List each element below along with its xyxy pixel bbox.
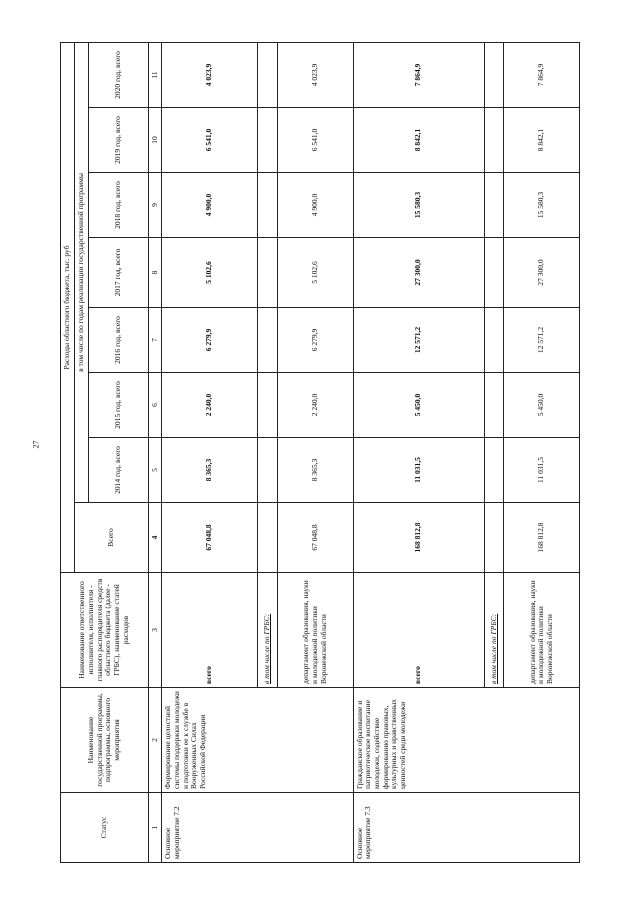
value-2017: 5 102,6 (278, 237, 354, 307)
col-number: 10 (148, 107, 162, 172)
value-total: 67 048,8 (162, 502, 258, 572)
col-number: 11 (148, 42, 162, 107)
value-2019: 6 541,0 (278, 107, 354, 172)
value-2015: 5 450,0 (504, 372, 580, 437)
table-row (162, 42, 258, 862)
value-2016: 12 571,2 (353, 307, 484, 372)
row-label: департамент образования, науки и молодежной политики Воронежской области (278, 572, 354, 687)
value-2019: 6 541,0 (162, 107, 258, 172)
value-2019: 8 842,1 (353, 107, 484, 172)
col-number: 1 (148, 792, 162, 862)
page-number: 27 (31, 440, 41, 449)
header-year-2017: 2017 год, всего (88, 237, 148, 307)
value-total: 168 812,8 (504, 502, 580, 572)
name-cell: Формирование целостной системы поддержки молодежи и подготовки ее к службе в Вооруженных Силах Российской Федерации (162, 687, 353, 792)
col-number: 8 (148, 237, 162, 307)
header-executor: Наименование ответственного исполнителя, исполнителя - главного распорядителя средств областного бюджета (далее - ГРБС), наименование статей расходов (61, 572, 149, 687)
value-2020: 4 023,9 (278, 42, 354, 107)
value-2015: 2 240,0 (278, 372, 354, 437)
row-label: всего (353, 572, 484, 687)
col-number: 3 (148, 572, 162, 687)
value-2014: 11 031,5 (504, 437, 580, 502)
status-cell: Основное мероприятие 7.2 (162, 792, 353, 862)
header-year-2014: 2014 год, всего (88, 437, 148, 502)
header-year-2015: 2015 год, всего (88, 372, 148, 437)
header-year-2016: 2016 год, всего (88, 307, 148, 372)
table-row (353, 42, 484, 862)
value-2016: 6 279,9 (162, 307, 258, 372)
value-2014: 8 365,3 (278, 437, 354, 502)
status-cell: Основное мероприятие 7.3 (353, 792, 579, 862)
header-year-2018: 2018 год, всего (88, 172, 148, 237)
col-number: 7 (148, 307, 162, 372)
header-year-2019: 2019 год, всего (88, 107, 148, 172)
value-total: 67 048,8 (278, 502, 354, 572)
value-2019: 8 842,1 (504, 107, 580, 172)
value-2020: 7 864,9 (504, 42, 580, 107)
header-year-2020: 2020 год, всего (88, 42, 148, 107)
row-label: всего (162, 572, 258, 687)
value-2017: 27 300,0 (353, 237, 484, 307)
value-2018: 4 900,0 (162, 172, 258, 237)
rotated-page (60, 43, 580, 863)
value-2018: 15 580,3 (504, 172, 580, 237)
row-label: департамент образования, науки и молодежной политики Воронежской области (504, 572, 580, 687)
value-2020: 7 864,9 (353, 42, 484, 107)
value-2020: 4 023,9 (162, 42, 258, 107)
col-number: 6 (148, 372, 162, 437)
value-2017: 27 300,0 (504, 237, 580, 307)
header-total: Всего (75, 502, 149, 572)
value-2014: 8 365,3 (162, 437, 258, 502)
header-budget-group: Расходы областного бюджета, тыс. руб (61, 42, 75, 572)
col-number: 9 (148, 172, 162, 237)
col-number: 2 (148, 687, 162, 792)
value-2016: 6 279,9 (278, 307, 354, 372)
value-2018: 15 580,3 (353, 172, 484, 237)
value-2015: 5 450,0 (353, 372, 484, 437)
row-label: в том числе по ГРБС: (258, 572, 278, 687)
row-label: в том числе по ГРБС: (484, 572, 504, 687)
header-years-group: в том числе по годам реализации государственной программы (75, 42, 89, 502)
budget-table (60, 41, 580, 862)
value-2018: 4 900,0 (278, 172, 354, 237)
value-2015: 2 240,0 (162, 372, 258, 437)
value-total: 168 812,8 (353, 502, 484, 572)
col-number: 4 (148, 502, 162, 572)
col-number: 5 (148, 437, 162, 502)
value-2016: 12 571,2 (504, 307, 580, 372)
header-status: Статус (61, 792, 149, 862)
header-name: Наименование государственной программы, подпрограммы, основного мероприятия (61, 687, 149, 792)
name-cell: Гражданское образование и патриотическое воспитание молодежи, содействие формированию правовых, культурных и нравственных ценностей среди молодежи (353, 687, 579, 792)
value-2017: 5 102,6 (162, 237, 258, 307)
value-2014: 11 031,5 (353, 437, 484, 502)
